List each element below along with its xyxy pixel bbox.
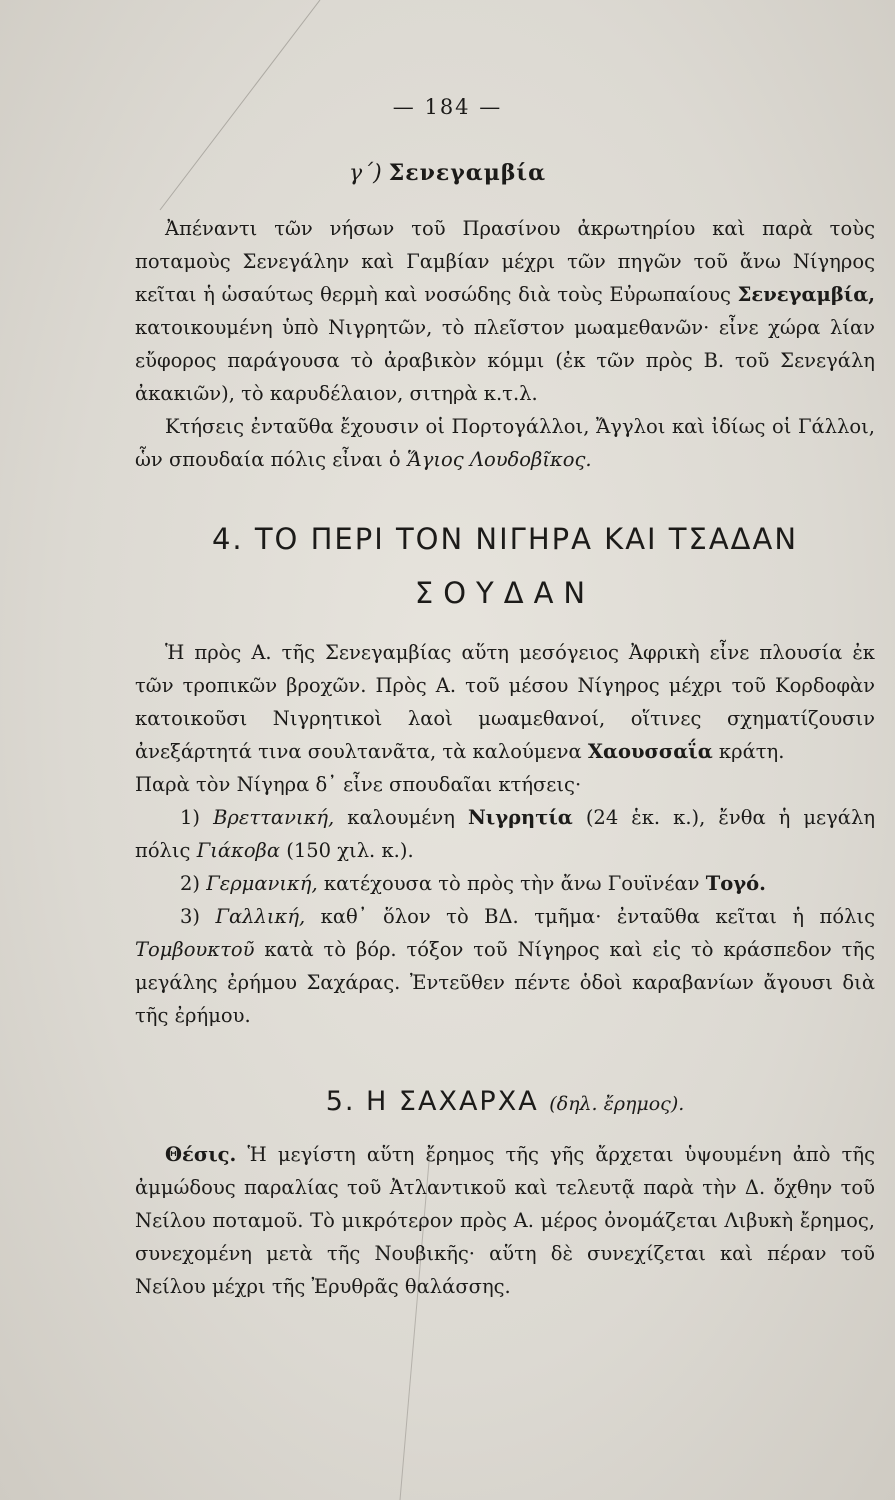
paragraph: Θέσις. Ἡ μεγίστη αὕτη ἔρημος τῆς γῆς ἄρχεται ὑψουμένη ἀπὸ τῆς ἀμμώδους παραλίας τοῦ Ἀτλαντικοῦ καὶ τελευτᾷ παρὰ τὴν Δ. ὄχθην τοῦ Νείλου ποταμοῦ. Τὸ μικρότερον πρὸς Α. μέρος ὀνομάζεται Λιβυκὴ ἔρημος, συνεχομένη μετὰ τῆς Νουβικῆς· αὕτη δὲ συνεχίζεται καὶ πέραν τοῦ Νείλου μέχρι τῆς Ἐρυθρᾶς θαλάσσης. [135, 1143, 875, 1298]
paragraph: Ἀπέναντι τῶν νήσων τοῦ Πρασίνου ἀκρωτηρίου καὶ παρὰ τοὺς ποταμοὺς Σενεγάλην καὶ Γαμβίαν μέχρι τῶν πηγῶν τοῦ ἄνω Νίγηρος κεῖται ἡ ὡσαύτως θερμὴ καὶ νοσώδης διὰ τοὺς Εὐρωπαίους Σενεγαμβία, κατοικουμένη ὑπὸ Νιγρητῶν, τὸ πλεῖστον μωαμεθανῶν· εἶνε χώρα λίαν εὔφορος παράγουσα τὸ ἀραβικὸν κόμμι (ἐκ τῶν πρὸς Β. τοῦ Σενεγάλη ἀκακιῶν), τὸ καρυδέλαιον, σιτηρὰ κ.τ.λ. [135, 217, 875, 405]
page-number: — 184 — [392, 95, 503, 119]
paragraph: Παρὰ τὸν Νίγηρα δ᾽ εἶνε σπουδαῖαι κτήσεις· [135, 773, 582, 796]
list-item: 3) Γαλλική, καθ᾽ ὅλον τὸ ΒΔ. τμῆμα· ἐνταῦθα κεῖται ἡ πόλις Τομβουκτοῦ κατὰ τὸ βόρ. τόξον τοῦ Νίγηρος καὶ εἰς τὸ κράσπεδον τῆς μεγάλης ἐρήμου Σαχάρας. Ἐντεῦθεν πέντε ὁδοὶ καραβανίων ἄγουσι διὰ τῆς ἐρήμου. [135, 905, 875, 1027]
sudan-body [135, 636, 875, 1032]
list-item: 2) Γερμανική, κατέχουσα τὸ πρὸς τὴν ἄνω Γουϊνέαν Τογό. [180, 872, 766, 895]
chapter-title-4: 4. ΤΟ ΠΕΡΙ ΤΟΝ ΝΙΓΗΡΑ ΚΑΙ ΤΣΑΔΑΝ [211, 522, 799, 556]
chapter-title-5: 5. Η ΣΑΧΑΡΧΑ (δηλ. ἔρημος). [325, 1086, 685, 1117]
section-label: γ΄) [348, 161, 382, 186]
chapter-subtitle-4: ΣΟΥΔΑΝ [414, 576, 596, 610]
sahara-body [135, 1138, 875, 1303]
paragraph: Κτήσεις ἐνταῦθα ἔχουσιν οἱ Πορτογάλλοι, Ἄγγλοι καὶ ἰδίως οἱ Γάλλοι, ὧν σπουδαία πόλις εἶναι ὁ Ἅγιος Λουδοβῖκος. [135, 415, 875, 471]
paragraph: Ἡ πρὸς Α. τῆς Σενεγαμβίας αὕτη μεσόγειος Ἀφρικὴ εἶνε πλουσία ἐκ τῶν τροπικῶν βροχῶν. Πρὸς Α. τοῦ μέσου Νίγηρος μέχρι τοῦ Κορδοφὰν κατοικοῦσι Νιγρητικοὶ λαοὶ μωαμεθανοί, οἵτινες σχηματίζουσιν ἀνεξάρτητά τινα σουλτανᾶτα, τὰ καλούμενα Χαουσσαΐα κράτη. [135, 641, 875, 763]
senegambia-body [135, 212, 875, 476]
section-heading-senegambia [0, 160, 895, 186]
section-title: Σενεγαμβία [388, 160, 547, 186]
list-item: 1) Βρεττανική, καλουμένη Νιγρητία (24 ἑκ. κ.), ἔνθα ἡ μεγάλη πόλις Γιάκοβα (150 χιλ. κ.). [135, 806, 876, 862]
